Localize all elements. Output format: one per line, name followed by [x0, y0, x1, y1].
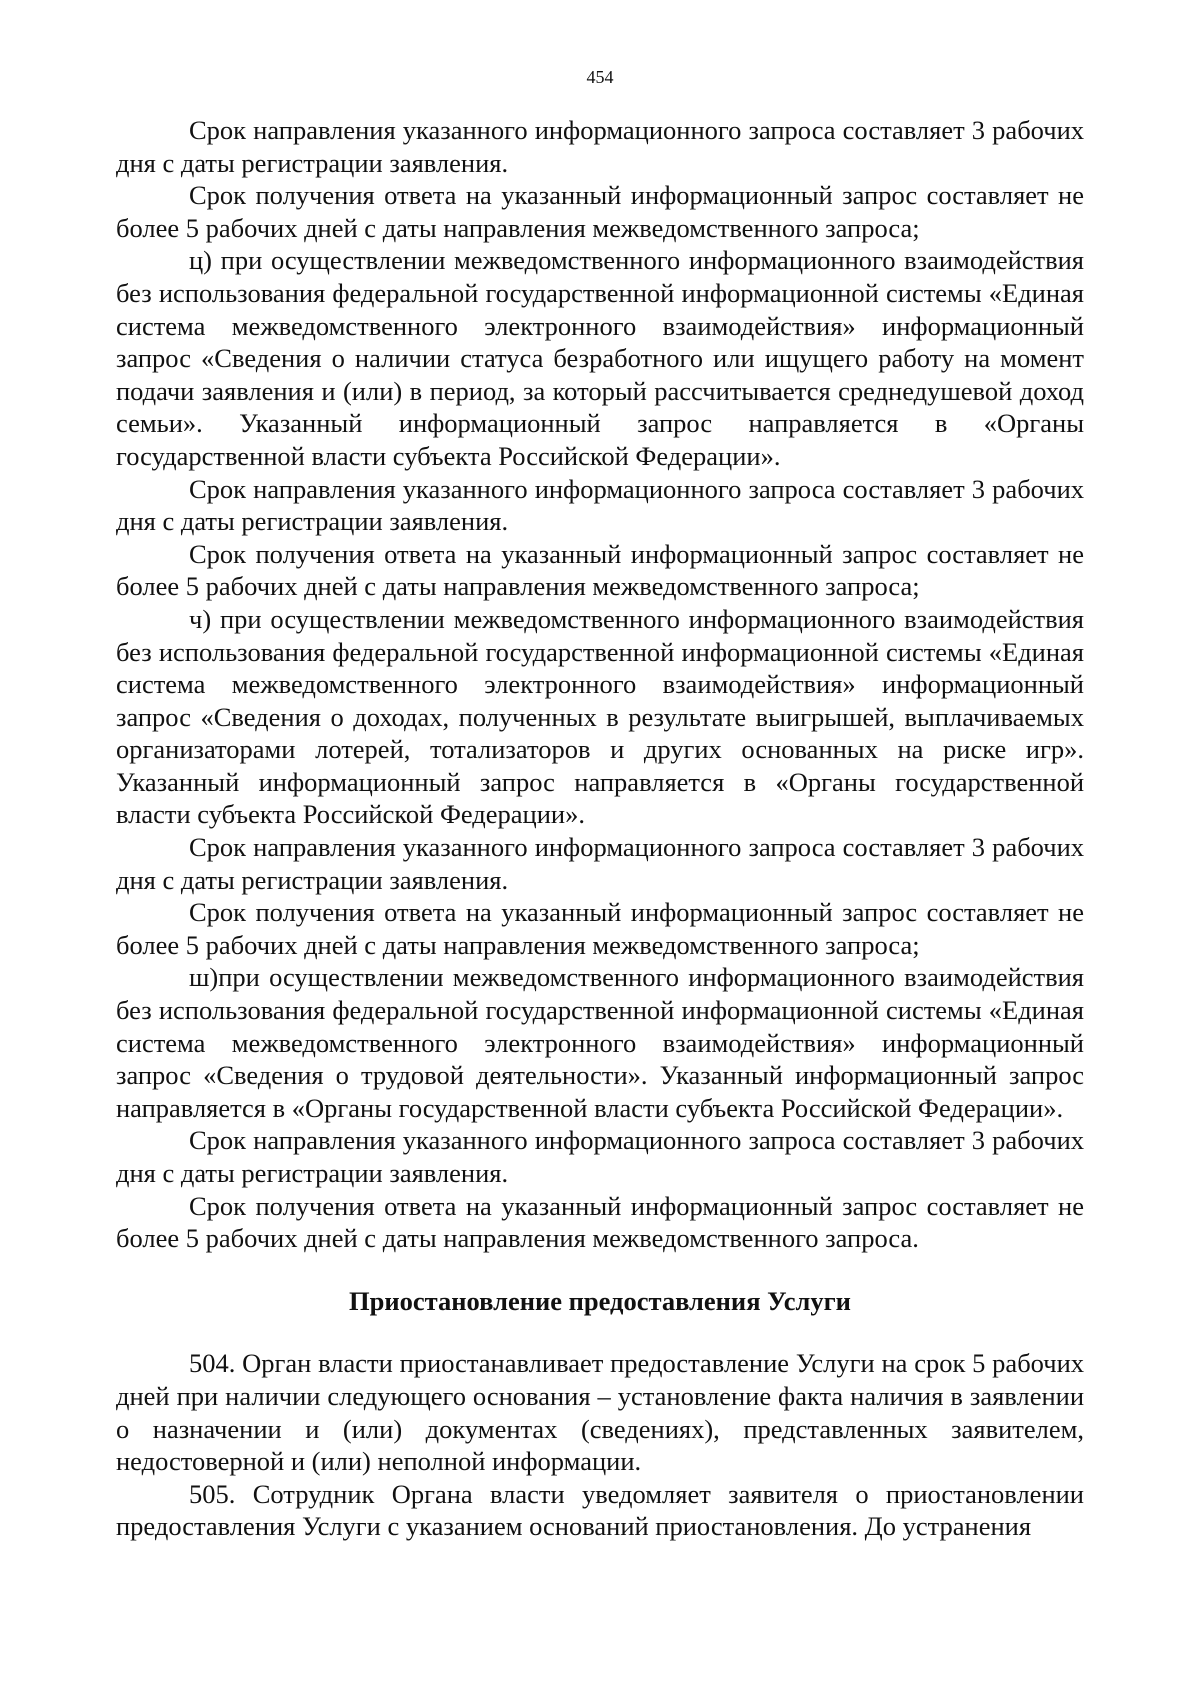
paragraph: Срок получения ответа на указанный информационный запрос составляет не более 5 рабочих дней с даты направления межведомственного запроса; — [116, 180, 1084, 243]
paragraph: 505. Сотрудник Органа власти уведомляет заявителя о приостановлении предоставления Услуги с указанием оснований приостановления. До устранения — [116, 1478, 1084, 1542]
paragraph: Срок получения ответа на указанный информационный запрос составляет не более 5 рабочих дней с даты направления межведомственного запроса; — [116, 538, 1084, 602]
section-heading: Приостановление предоставления Услуги — [349, 1285, 851, 1316]
paragraph: Срок направления указанного информационного запроса составляет 3 рабочих дня с даты регистрации заявления. — [116, 473, 1084, 537]
paragraph: Срок получения ответа на указанный информационный запрос составляет не более 5 рабочих дней с даты направления межведомственного запроса. — [116, 1190, 1084, 1254]
paragraph: Срок направления указанного информационного запроса составляет 3 рабочих дня с даты регистрации заявления. — [116, 832, 1084, 895]
paragraph: Срок получения ответа на указанный информационный запрос составляет не более 5 рабочих дней с даты направления межведомственного запроса; — [116, 897, 1084, 960]
document-body — [116, 114, 1084, 1543]
page-number: 454 — [586, 67, 614, 87]
paragraph: Срок направления указанного информационного запроса составляет 3 рабочих дня с даты регистрации заявления. — [116, 115, 1084, 178]
paragraph: ц) при осуществлении межведомственного информационного взаимодействия без использования федеральной государственной информационной системы «Единая система межведомственного электронного взаимодействия» информационный запрос «Сведения о наличии статуса безработного или ищущего работу на момент подачи заявления и (или) в период, за который рассчитывается среднедушевой доход семьи». Указанный информационный запрос направляется в «Органы государственной власти субъекта Российской Федерации». — [116, 245, 1084, 471]
paragraph: ш)при осуществлении межведомственного информационного взаимодействия без использования федеральной государственной информационной системы «Единая система межведомственного электронного взаимодействия» информационный запрос «Сведения о трудовой деятельности». Указанный информационный запрос направляется в «Органы государственной власти субъекта Российской Федерации». — [116, 962, 1084, 1123]
paragraph: 504. Орган власти приостанавливает предоставление Услуги на срок 5 рабочих дней при наличии следующего основания – установление факта наличия в заявлении о назначении и (или) документах (сведениях), представленных заявителем, недостоверной и (или) неполной информации. — [116, 1348, 1084, 1477]
paragraph: Срок направления указанного информационного запроса составляет 3 рабочих дня с даты регистрации заявления. — [116, 1125, 1084, 1188]
paragraph: ч) при осуществлении межведомственного информационного взаимодействия без использования федеральной государственной информационной системы «Единая система межведомственного электронного взаимодействия» информационный запрос «Сведения о доходах, полученных в результате выигрышей, выплачиваемых организаторами лотерей, тотализаторов и других основанных на риске игр». Указанный информационный запрос направляется в «Органы государственной власти субъекта Российской Федерации». — [116, 603, 1084, 830]
